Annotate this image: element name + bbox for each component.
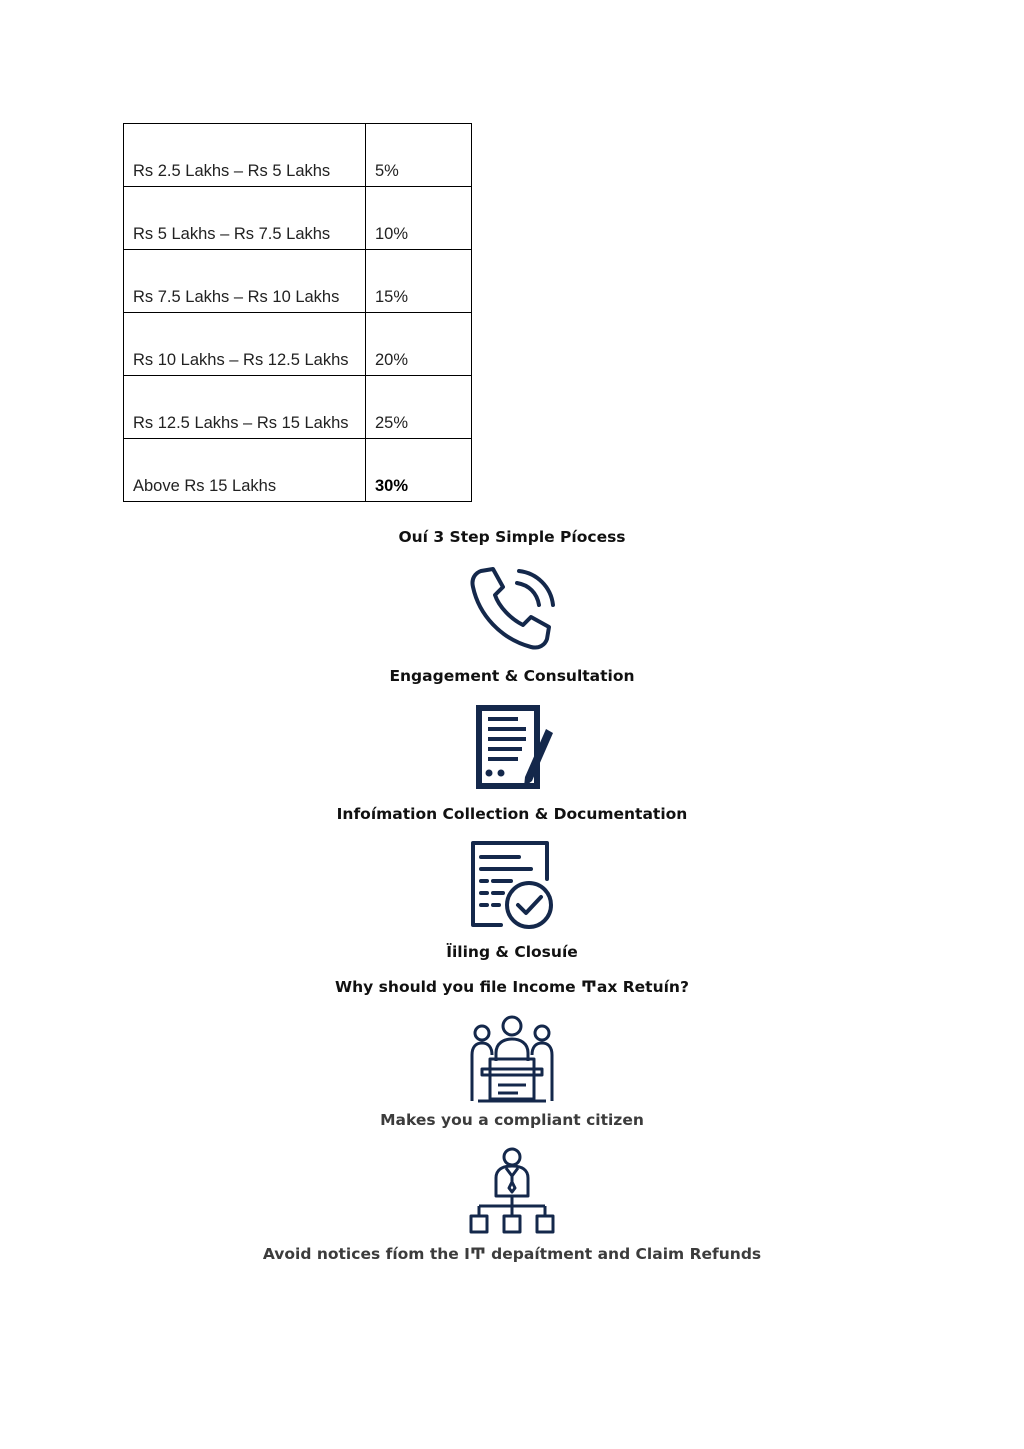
- slab-cell: Above Rs 15 Lakhs: [124, 439, 366, 502]
- phone-icon: [467, 563, 559, 655]
- rate-cell: 5%: [366, 124, 472, 187]
- tax-slab-table: [123, 123, 472, 502]
- document-pen-icon: [470, 701, 558, 793]
- rate-cell: 30%: [366, 439, 472, 502]
- reason-label: Avoid notices fíom the IͲ depaítment and Claim Refunds: [262, 1245, 762, 1263]
- slab-cell: Rs 2.5 Lakhs – Rs 5 Lakhs: [124, 124, 366, 187]
- table-row: [124, 313, 472, 376]
- why-title: Why should you file Income Ͳax Retuín?: [335, 978, 689, 996]
- rate-cell: 10%: [366, 187, 472, 250]
- slab-cell: Rs 10 Lakhs – Rs 12.5 Lakhs: [124, 313, 366, 376]
- slab-cell: Rs 7.5 Lakhs – Rs 10 Lakhs: [124, 250, 366, 313]
- rate-cell: 25%: [366, 376, 472, 439]
- team-meeting-icon: [466, 1013, 558, 1105]
- document-check-icon: [467, 839, 559, 931]
- table-row: [124, 187, 472, 250]
- step-label: Engagement & Consultation: [389, 667, 635, 685]
- rate-cell: 15%: [366, 250, 472, 313]
- step-label: Ïiling & Closuíe: [446, 943, 578, 961]
- table-row: [124, 250, 472, 313]
- slab-cell: Rs 12.5 Lakhs – Rs 15 Lakhs: [124, 376, 366, 439]
- table-row: [124, 376, 472, 439]
- table-row: [124, 124, 472, 187]
- rate-cell: 20%: [366, 313, 472, 376]
- step-label: Infoímation Collection & Documentation: [336, 805, 688, 823]
- process-title: Ouí 3 Step Simple Píocess: [398, 528, 626, 546]
- slab-cell: Rs 5 Lakhs – Rs 7.5 Lakhs: [124, 187, 366, 250]
- org-chart-icon: [466, 1146, 558, 1238]
- reason-label: Makes you a compliant citizen: [380, 1111, 644, 1129]
- table-row: [124, 439, 472, 502]
